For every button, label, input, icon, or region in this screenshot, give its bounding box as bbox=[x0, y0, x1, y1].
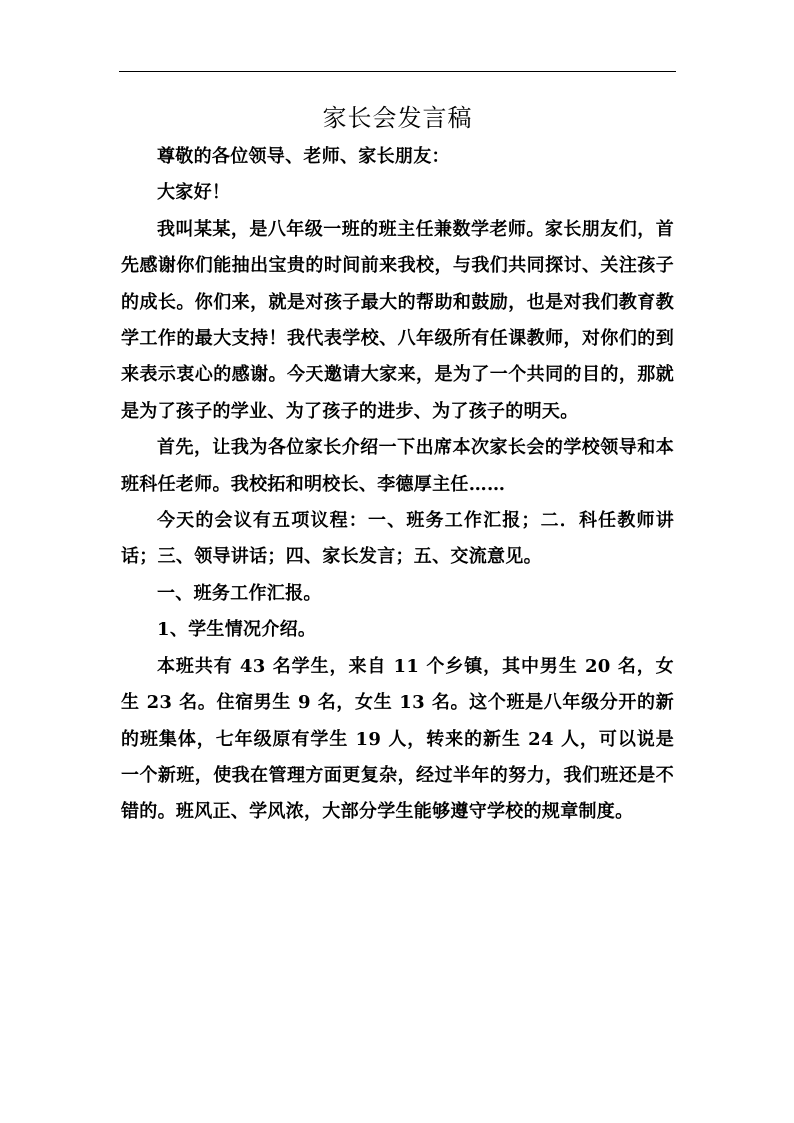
subsection-heading-students: 1、学生情况介绍。 bbox=[157, 619, 317, 641]
agenda-paragraph: 今天的会议有五项议程：一、班务工作汇报；二．科任教师讲话；三、领导讲话；四、家长发言；五、交流意见。 bbox=[121, 510, 674, 568]
students-paragraph: 本班共有 43 名学生，来自 11 个乡镇，其中男生 20 名，女生 23 名。住宿男生 9 名，女生 13 名。这个班是八年级分开的新的班集体，七年级原有学生 19 人，转来的新生 24 人，可以说是一个新班，使我在管理方面更复杂，经过半年的努力，我们班还是不错的。班风正、学风浓，大部分学生能够遵守学校的规章制度。 bbox=[121, 655, 674, 823]
greeting-paragraph: 大家好！ bbox=[157, 182, 231, 204]
document-body bbox=[121, 98, 674, 831]
header-rule bbox=[119, 71, 676, 72]
section-heading-class-report: 一、班务工作汇报。 bbox=[157, 582, 322, 604]
guests-paragraph: 首先，让我为各位家长介绍一下出席本次家长会的学校领导和本班科任老师。我校拓和明校长、李德厚主任…… bbox=[121, 437, 674, 495]
salutation-paragraph: 尊敬的各位领导、老师、家长朋友： bbox=[157, 146, 450, 167]
introduction-paragraph: 我叫某某，是八年级一班的班主任兼数学老师。家长朋友们，首先感谢你们能抽出宝贵的时间前来我校，与我们共同探讨、关注孩子的成长。你们来，就是对孩子最大的帮助和鼓励，也是对我们教育教学工作的最大支持！我代表学校、八年级所有任课教师，对你们的到来表示衷心的感谢。今天邀请大家来，是为了一个共同的目的，那就是为了孩子的学业、为了孩子的进步、为了孩子的明天。 bbox=[121, 218, 674, 422]
document-title: 家长会发言稿 bbox=[322, 104, 473, 132]
